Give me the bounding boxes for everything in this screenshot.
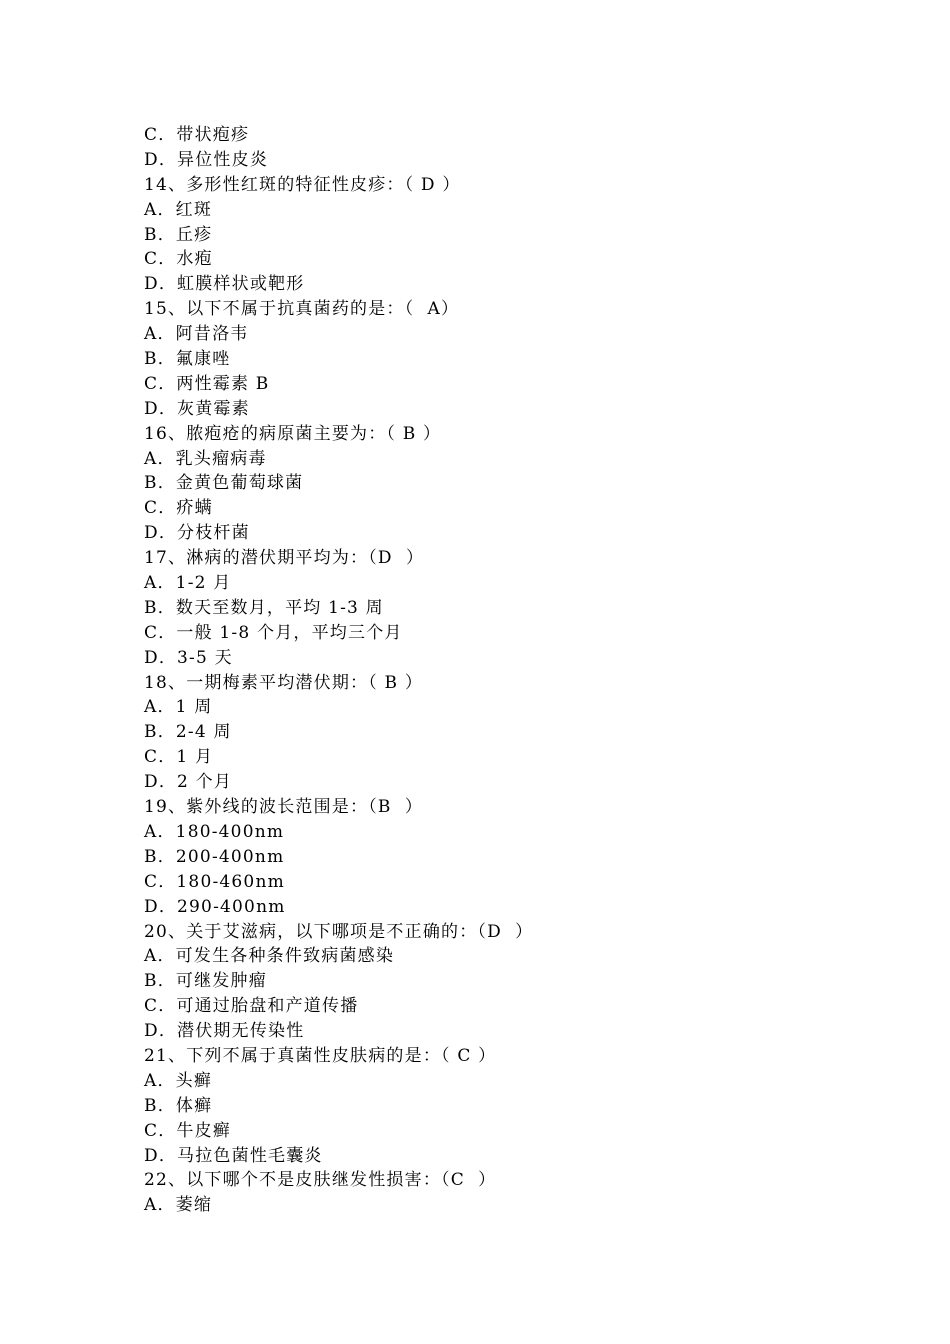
option-line: A．头癣 xyxy=(144,1070,213,1091)
option-line: C．水疱 xyxy=(144,249,213,270)
option-line: C．一般 1-8 个月，平均三个月 xyxy=(144,622,403,643)
question-line: 20、关于艾滋病，以下哪项是不正确的：（D ） xyxy=(144,921,534,942)
option-line: D．290-400nm xyxy=(144,896,286,917)
option-line: B．体癣 xyxy=(144,1095,213,1116)
option-line: C．疥螨 xyxy=(144,498,213,519)
option-line: C．带状疱疹 xyxy=(144,125,250,145)
question-list xyxy=(144,123,824,1218)
question-line: 21、下列不属于真菌性皮肤病的是：（ C ） xyxy=(144,1045,497,1066)
option-line: B．金黄色葡萄球菌 xyxy=(144,473,304,494)
question-line: 16、脓疱疮的病原菌主要为：（ B ） xyxy=(144,423,442,444)
option-line: A．萎缩 xyxy=(144,1195,213,1216)
option-line: A．可发生各种条件致病菌感染 xyxy=(144,946,395,967)
option-line: C．两性霉素 B xyxy=(144,373,270,394)
option-line: B．可继发肿瘤 xyxy=(144,971,267,992)
option-line: C．1 月 xyxy=(144,747,214,768)
option-line: D．虹膜样状或靶形 xyxy=(144,274,305,295)
option-line: D．潜伏期无传染性 xyxy=(144,1021,305,1042)
option-line: A．阿昔洛韦 xyxy=(144,324,249,345)
option-line: D．马拉色菌性毛囊炎 xyxy=(144,1145,323,1166)
question-line: 17、淋病的潜伏期平均为：（D ） xyxy=(144,548,425,569)
option-line: D．3-5 天 xyxy=(144,647,233,668)
option-line: C．牛皮癣 xyxy=(144,1120,232,1141)
option-line: B．丘疹 xyxy=(144,224,213,245)
option-line: B．氟康唑 xyxy=(144,349,231,370)
option-line: B．数天至数月，平均 1-3 周 xyxy=(144,597,384,618)
question-line: 19、紫外线的波长范围是：（B ） xyxy=(144,797,424,818)
option-line: A．180-400nm xyxy=(144,821,285,842)
question-line: 18、一期梅素平均潜伏期：（ B ） xyxy=(144,672,424,693)
question-line: 15、以下不属于抗真菌药的是：（ A） xyxy=(144,299,460,320)
option-line: B．200-400nm xyxy=(144,846,285,867)
option-line: D．灰黄霉素 xyxy=(144,398,250,419)
option-line: D．异位性皮炎 xyxy=(144,149,269,170)
option-line: A．乳头瘤病毒 xyxy=(144,448,267,469)
question-line: 14、多形性红斑的特征性皮疹：（ D ） xyxy=(144,174,461,195)
option-line: A．红斑 xyxy=(144,199,213,220)
option-line: B．2-4 周 xyxy=(144,722,232,743)
option-line: C．可通过胎盘和产道传播 xyxy=(144,996,359,1017)
option-line: D．分枝杆菌 xyxy=(144,523,250,544)
option-line: C．180-460nm xyxy=(144,871,285,892)
question-line: 22、以下哪个不是皮肤继发性损害：（C ） xyxy=(144,1170,497,1191)
option-line: D．2 个月 xyxy=(144,772,233,793)
option-line: A．1 周 xyxy=(144,697,213,718)
option-line: A．1-2 月 xyxy=(144,573,232,594)
